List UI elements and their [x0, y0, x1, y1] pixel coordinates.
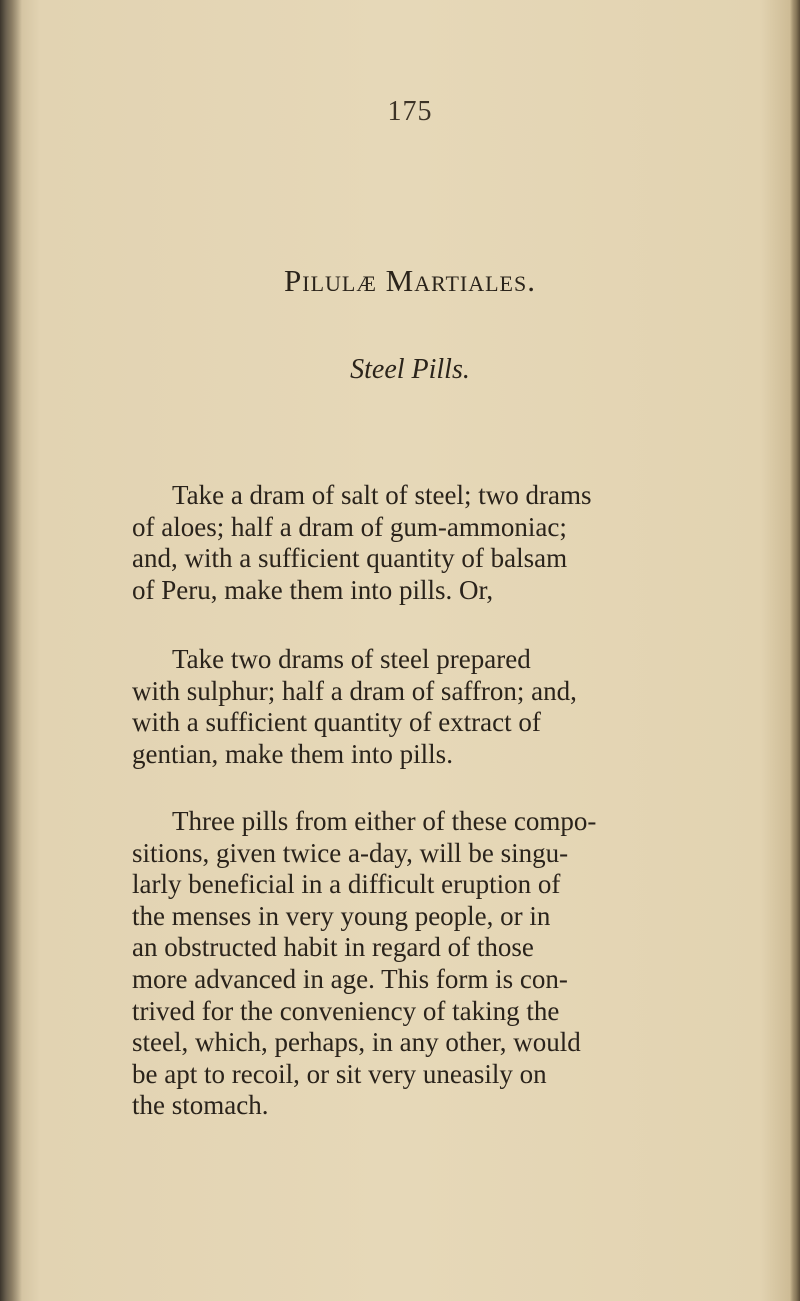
- text-line: of Peru, make them into pills. Or,: [132, 574, 494, 605]
- text-line: of aloes; half a dram of gum-ammoniac;: [132, 511, 567, 542]
- section-subheading: Steel Pills.: [350, 354, 470, 385]
- page-binding-shadow: [0, 0, 22, 1301]
- text-line: the stomach.: [132, 1090, 269, 1121]
- text-line: Take two drams of steel prepared: [172, 644, 531, 674]
- paragraph-3: [132, 806, 732, 1122]
- text-line: more advanced in age. This form is con-: [132, 963, 568, 994]
- text-line: the menses in very young people, or in: [132, 900, 551, 931]
- text-line: sitions, given twice a-day, will be singu-: [132, 837, 569, 868]
- text-line: an obstructed habit in regard of those: [132, 932, 534, 963]
- page-edge-shadow: [790, 0, 800, 1301]
- text-line: gentian, make them into pills.: [132, 738, 453, 769]
- section-heading: Pilulæ Martiales.: [284, 263, 536, 298]
- text-line: trived for the conveniency of taking the: [132, 995, 560, 1026]
- text-line: steel, which, perhaps, in any other, would: [132, 1027, 581, 1058]
- text-line: and, with a sufficient quantity of balsam: [132, 543, 568, 574]
- text-line: be apt to recoil, or sit very uneasily on: [132, 1058, 547, 1089]
- text-line: Three pills from either of these compo-: [172, 806, 597, 836]
- text-line: larly beneficial in a difficult eruption of: [132, 869, 561, 900]
- text-line: Take a dram of salt of steel; two drams: [172, 480, 592, 510]
- page-number: 175: [387, 96, 433, 127]
- paragraph-2: [132, 644, 732, 770]
- text-line: with sulphur; half a dram of saffron; and,: [132, 675, 577, 706]
- paragraph-1: [132, 480, 732, 606]
- text-line: with a sufficient quantity of extract of: [132, 707, 541, 738]
